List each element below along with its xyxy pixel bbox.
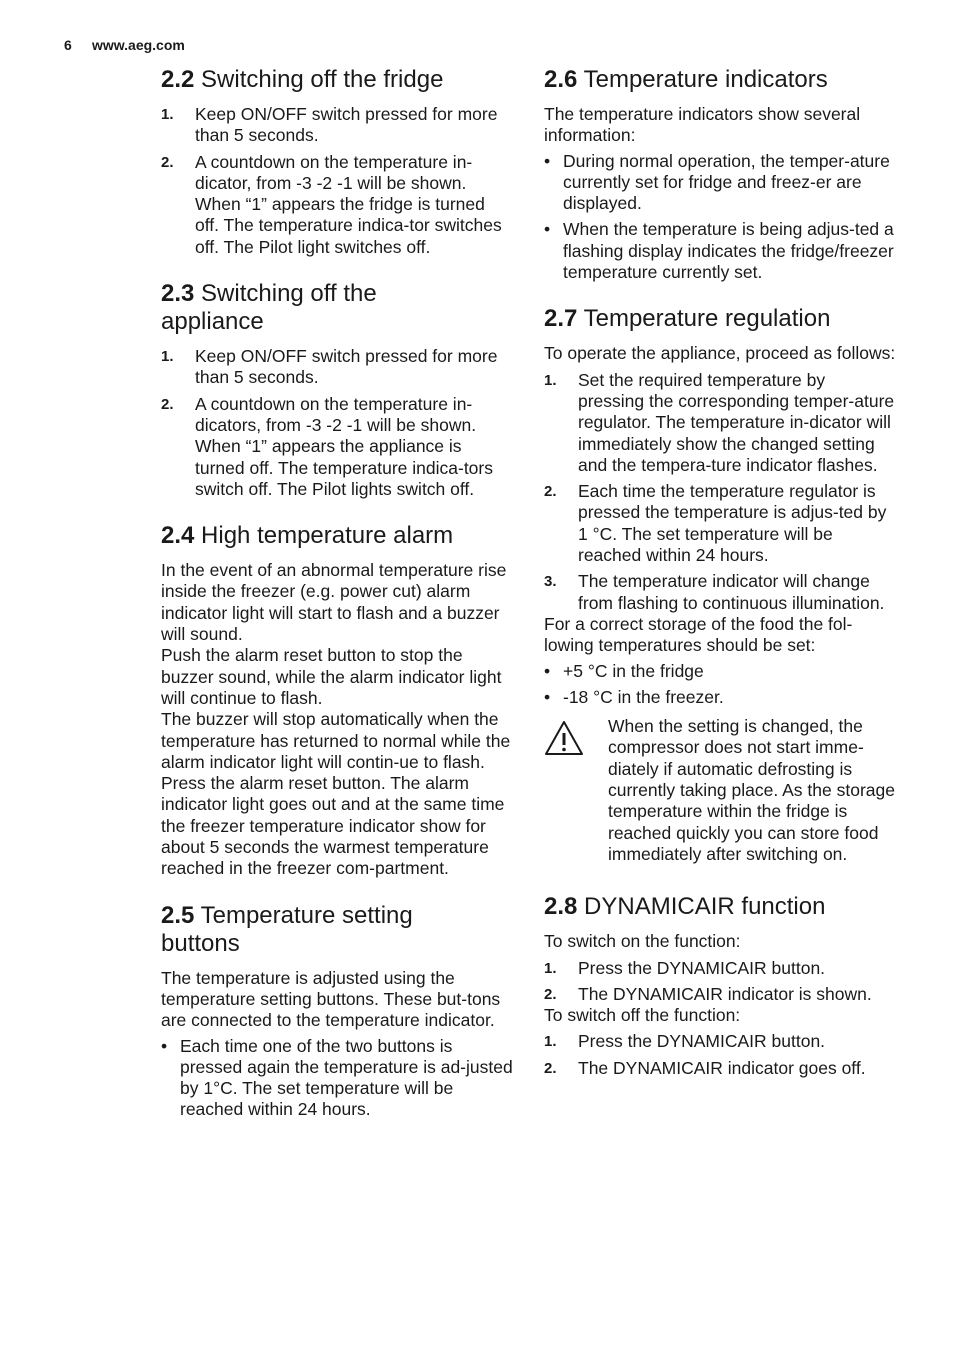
paragraph: To switch off the function: bbox=[544, 1005, 741, 1026]
list-item bbox=[544, 1031, 896, 1052]
list-item bbox=[544, 571, 896, 614]
step-number: 1. bbox=[544, 1033, 557, 1051]
section-heading bbox=[161, 66, 513, 94]
paragraph: For a correct storage of the food the fol-lowing temperatures should be set: bbox=[544, 613, 853, 656]
list-item bbox=[544, 1058, 896, 1079]
list-item: • -18 °C in the freezer. bbox=[544, 687, 896, 708]
paragraph: In the event of an abnormal temperature rise inside the freezer (e.g. power cut) alarm indicator light will start to flash and a buzzer will sound. bbox=[161, 560, 507, 645]
step-text: Set the required temperature by pressing the corresponding temper-ature regulator. The temperature in-dicator will immediately show the changed setting and the tempera-ture indicator flashes. bbox=[578, 369, 895, 475]
section-number: 2.8 bbox=[544, 893, 578, 921]
list-item: • During normal operation, the temper-ature currently set for fridge and freez-er are displayed. bbox=[544, 151, 896, 215]
list-item: • +5 °C in the fridge bbox=[544, 661, 896, 682]
list-item bbox=[544, 481, 896, 566]
section-heading bbox=[544, 66, 896, 94]
section-2-8 bbox=[544, 893, 896, 1079]
section-2-5 bbox=[161, 902, 513, 1121]
section-title: Switching off the appliance bbox=[161, 280, 377, 336]
section-heading bbox=[161, 522, 513, 550]
list-item bbox=[161, 346, 513, 389]
section-number: 2.5 bbox=[161, 901, 195, 929]
list-item bbox=[161, 152, 513, 258]
step-number: 1. bbox=[544, 371, 557, 389]
paragraph: The buzzer will stop automatically when the temperature has returned to normal while the alarm indicator light will contin-ue to flash. bbox=[161, 709, 511, 772]
section-2-7 bbox=[544, 305, 896, 865]
section-2-3 bbox=[161, 280, 513, 500]
right-column bbox=[544, 66, 896, 1101]
step-number: 1. bbox=[161, 106, 174, 123]
steps-list bbox=[544, 1031, 896, 1079]
paragraph: The temperature indicators show several information: bbox=[544, 104, 861, 146]
section-number: 2.7 bbox=[544, 305, 578, 333]
step-number: 2. bbox=[544, 985, 557, 1003]
paragraph: Push the alarm reset button to stop the buzzer sound, while the alarm indicator light will continue to flash. bbox=[161, 645, 502, 708]
left-column bbox=[161, 66, 513, 1143]
step-number: 2. bbox=[544, 1059, 557, 1077]
list-item bbox=[161, 394, 513, 500]
step-text: Press the DYNAMICAIR button. bbox=[578, 957, 826, 978]
section-2-2 bbox=[161, 66, 513, 258]
section-number: 2.2 bbox=[161, 66, 195, 93]
page-header bbox=[64, 37, 185, 53]
steps-list bbox=[544, 958, 896, 1006]
paragraph: The temperature is adjusted using the temperature setting buttons. These but-tons are connected to the temperature indicator. bbox=[161, 967, 501, 1031]
section-2-4 bbox=[161, 522, 513, 879]
paragraph: To operate the appliance, proceed as follows: bbox=[544, 343, 896, 364]
step-number: 2. bbox=[161, 395, 174, 413]
list-item bbox=[544, 370, 896, 476]
step-text: The DYNAMICAIR indicator goes off. bbox=[578, 1057, 866, 1078]
section-title: Temperature regulation bbox=[583, 305, 831, 333]
step-text: Press the DYNAMICAIR button. bbox=[578, 1031, 826, 1052]
list-item: • When the temperature is being adjus-ted a flashing display indicates the fridge/freezer temperature currently set. bbox=[544, 219, 896, 283]
list-item: • Each time one of the two buttons is pressed again the temperature is ad-justed by 1°C. The set temperature will be reached within 24 hours. bbox=[161, 1036, 513, 1121]
section-number: 2.4 bbox=[161, 522, 195, 550]
section-number: 2.6 bbox=[544, 66, 578, 93]
paragraph: To switch on the function: bbox=[544, 931, 741, 952]
step-text: Keep ON/OFF switch pressed for more than 5 seconds. bbox=[195, 346, 498, 388]
list-item bbox=[544, 958, 896, 979]
step-text: The temperature indicator will change from flashing to continuous illumination. bbox=[578, 571, 885, 613]
step-number: 1. bbox=[161, 348, 174, 366]
step-number: 1. bbox=[544, 959, 557, 977]
bullet-list bbox=[161, 1036, 513, 1121]
steps-list bbox=[161, 346, 513, 500]
step-text: The DYNAMICAIR indicator is shown. bbox=[578, 983, 872, 1004]
step-number: 2. bbox=[544, 483, 557, 501]
step-text: Each time the temperature regulator is pressed the temperature is adjus-ted by 1 °C. The set temperature will be reached within 24 hours. bbox=[578, 481, 887, 566]
step-text: A countdown on the temperature in-dicators, from -3 -2 -1 will be shown. When “1” appears the appliance is turned off. The temperature indica-tors switch off. The Pilot lights switch off. bbox=[195, 393, 493, 499]
section-heading bbox=[161, 280, 461, 336]
section-title: High temperature alarm bbox=[201, 522, 454, 550]
list-item bbox=[544, 984, 896, 1005]
warning-note bbox=[544, 716, 896, 865]
section-heading bbox=[544, 305, 896, 333]
step-number: 2. bbox=[161, 153, 174, 171]
section-title: Switching off the fridge bbox=[201, 66, 444, 93]
paragraph: Press the alarm reset button. The alarm indicator light goes out and at the same time the freezer temperature indicator show for about 5 seconds the warmest temperature reached in the freezer com-partment. bbox=[161, 773, 505, 879]
section-heading bbox=[544, 893, 896, 921]
section-title: Temperature indicators bbox=[583, 66, 828, 93]
section-heading bbox=[161, 902, 461, 958]
warning-text: When the setting is changed, the compressor does not start imme-diately if automatic defrosting is currently taking place. As the storage temperature within the fridge is reached quickly you can store food immediately after switching on. bbox=[608, 716, 895, 864]
step-text: A countdown on the temperature in-dicator, from -3 -2 -1 will be shown. When “1” appears the fridge is turned off. The temperature indica-tor switches off. The Pilot light switches off. bbox=[195, 151, 502, 257]
bullet-list bbox=[544, 661, 896, 709]
site-url: www.aeg.com bbox=[92, 37, 185, 53]
bullet-list bbox=[544, 151, 896, 284]
steps-list bbox=[544, 370, 896, 614]
section-number: 2.3 bbox=[161, 280, 195, 308]
section-title: Temperature setting buttons bbox=[161, 901, 413, 957]
list-item bbox=[161, 104, 513, 147]
page-number: 6 bbox=[64, 37, 72, 53]
steps-list bbox=[161, 104, 513, 258]
step-text: Keep ON/OFF switch pressed for more than 5 seconds. bbox=[195, 104, 498, 146]
warning-triangle-icon bbox=[544, 720, 584, 756]
section-2-6 bbox=[544, 66, 896, 283]
section-title: DYNAMICAIR function bbox=[584, 893, 826, 921]
step-number: 3. bbox=[544, 573, 557, 591]
